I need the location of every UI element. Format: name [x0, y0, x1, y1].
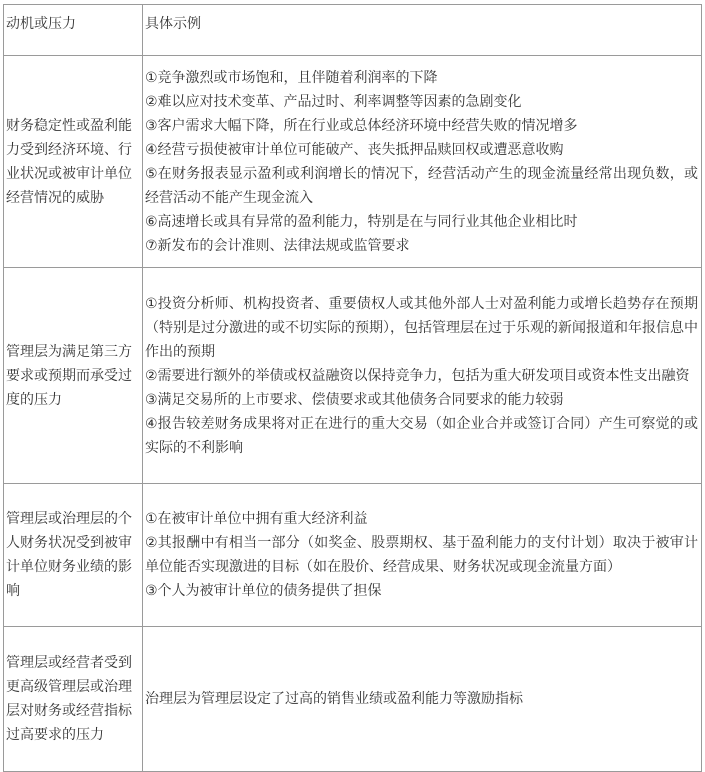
row-examples [143, 56, 702, 268]
motivation-pressure-table [3, 4, 702, 772]
example-item: ⑦新发布的会计准则、法律法规或监管要求 [145, 237, 410, 254]
example-item: ②难以应对技术变革、产品过时、利率调整等因素的急剧变化 [145, 93, 522, 110]
row-label: 管理层或经营者受到更高级管理层或治理层对财务或经营指标过高要求的压力 [4, 627, 143, 772]
table-row [4, 268, 702, 484]
table-row [4, 627, 702, 772]
example-item: ⑥高速增长或具有异常的盈利能力，特别是在与同行业其他企业相比时 [145, 213, 578, 230]
row-examples [143, 627, 702, 772]
row-label: 管理层为满足第三方要求或预期而承受过度的压力 [4, 268, 143, 484]
table-row [4, 484, 702, 627]
example-item: ①投资分析师、机构投资者、重要债权人或其他外部人士对盈利能力或增长趋势存在预期（特别是过分激进的或不切实际的预期），包括管理层在过于乐观的新闻报道和年报信息中作出的预期 [145, 295, 698, 360]
row-examples [143, 484, 702, 627]
example-item: ④报告较差财务成果将对正在进行的重大交易（如企业合并或签订合同）产生可察觉的或实际的不利影响 [145, 415, 698, 456]
header-row [4, 5, 702, 56]
example-item: ③客户需求大幅下降，所在行业或总体经济环境中经营失败的情况增多 [145, 117, 578, 134]
row-examples [143, 268, 702, 484]
table-row [4, 56, 702, 268]
example-item: ①在被审计单位中拥有重大经济利益 [145, 511, 368, 527]
example-item: ②其报酬中有相当一部分（如奖金、股票期权、基于盈利能力的支付计划）取决于被审计单位能否实现激进的目标（如在股价、经营成果、财务状况或现金流量方面） [145, 535, 698, 575]
row-label: 财务稳定性或盈利能力受到经济环境、行业状况或被审计单位经营情况的威胁 [4, 56, 143, 268]
example-item: ③个人为被审计单位的债务提供了担保 [145, 583, 382, 599]
example-item: ③满足交易所的上市要求、偿债要求或其他债务合同要求的能力较弱 [145, 391, 564, 408]
example-item: ⑤在财务报表显示盈利或利润增长的情况下，经营活动产生的现金流量经常出现负数，或经营活动不能产生现金流入 [145, 165, 698, 206]
row-label: 管理层或治理层的个人财务状况受到被审计单位财务业绩的影响 [4, 484, 143, 627]
example-item: ④经营亏损使被审计单位可能破产、丧失抵押品赎回权或遭恶意收购 [145, 141, 564, 158]
example-item: 治理层为管理层设定了过高的销售业绩或盈利能力等激励指标 [145, 691, 523, 707]
example-item: ②需要进行额外的举债或权益融资以保持竞争力，包括为重大研发项目或资本性支出融资 [145, 367, 690, 384]
header-examples: 具体示例 [143, 5, 702, 56]
example-item: ①竞争激烈或市场饱和，且伴随着利润率的下降 [145, 69, 438, 86]
header-motivation: 动机或压力 [4, 5, 143, 56]
